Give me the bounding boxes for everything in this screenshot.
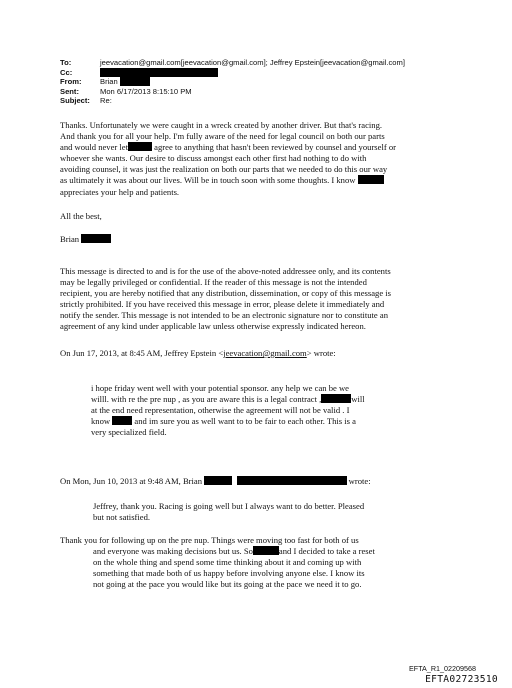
- text-fragment: and im sure you as well want to to be fair to each other. This is a: [134, 416, 356, 427]
- disclaimer: [60, 266, 391, 333]
- sent-value: Mon 6/17/2013 8:15:10 PM: [100, 86, 192, 96]
- text-line: i hope friday went well with your potential sponsor. any help we can be we: [91, 383, 349, 393]
- text-fragment: On Mon, Jun 10, 2013 at 9:48 AM, Brian: [60, 476, 203, 486]
- text-line: but not satisfied.: [93, 512, 151, 523]
- text-line: Thanks. Unfortunately we were caught in a wreck created by another driver. But that's racing.: [60, 120, 383, 130]
- redaction-box: [237, 476, 347, 485]
- redaction-box: [128, 142, 152, 151]
- text-fragment: will: [351, 394, 365, 405]
- text-line: [60, 175, 396, 186]
- redaction-box: [120, 77, 150, 86]
- quoted-message: [93, 546, 375, 590]
- text-fragment: > wrote:: [306, 348, 336, 358]
- text-line: [93, 546, 375, 557]
- text-line: recipient, you are hereby notified that any distribution, dissemination, or copy of this message is: [60, 288, 392, 299]
- text-line: not going at the pace you would like but its going at the pace we need it to go.: [93, 579, 362, 590]
- text-line: notify the sender. This message is not intended to be an electronic signature nor to constitute an: [60, 310, 388, 321]
- text-line: [91, 394, 365, 405]
- quoted-message: [93, 501, 364, 523]
- redaction-box: [358, 175, 384, 184]
- signature-name: Brian: [60, 234, 80, 244]
- signoff: All the best,: [60, 211, 102, 221]
- signature: [60, 234, 111, 245]
- reply-paragraph: [60, 120, 396, 198]
- quoted-message: [91, 383, 365, 438]
- text-line: And thank you for all your help. I'm fully aware of the need for legal council on both our parts: [60, 131, 385, 142]
- to-value: jeevacation@gmail.com[jeevacation@gmail.com]; Jeffrey Epstein[jeevacation@gmail.com]: [100, 58, 405, 67]
- text-line: may be legally privileged or confidential. If the reader of this message is not the intended: [60, 277, 367, 288]
- subject-value: Re:: [100, 96, 112, 106]
- text-fragment: as ultimately it was about our lives. Will be in touch soon with some thoughts. I know: [60, 175, 356, 186]
- quote-header: [60, 476, 371, 487]
- email-header: [60, 58, 405, 106]
- quoted-message-first-line: Thank you for following up on the pre nup. Things were moving too fast for both of us: [60, 535, 359, 545]
- text-line: whoever she wants. Our desire to discuss amongst each other first had nothing to do with: [60, 153, 367, 164]
- text-fragment: know: [91, 416, 111, 427]
- redaction-box: [112, 416, 132, 425]
- redaction-box: [100, 68, 218, 77]
- text-line: on the whole thing and spend some time thinking about it and coming up with: [93, 557, 362, 568]
- text-line: appreciates your help and patients.: [60, 186, 180, 197]
- text-fragment: wrote:: [348, 476, 371, 486]
- redaction-box: [253, 546, 279, 555]
- bates-number: EFTA02723510: [425, 674, 498, 685]
- text-fragment: willl. with re the pre nup , as you are aware this is a legal contract ,: [91, 394, 322, 405]
- redaction-box: [204, 476, 232, 485]
- text-line: strictly prohibited. If you have received this message in error, please delete it immediately and: [60, 299, 385, 310]
- email-link[interactable]: jeevacation@gmail.com: [223, 348, 307, 358]
- text-line: something that made both of us happy before involving anyone else. I know its: [93, 568, 365, 579]
- subject-label: Subject:: [60, 96, 90, 106]
- quote-header: [60, 348, 336, 359]
- text-line: Jeffrey, thank you. Racing is going well but I always want to do better. Pleased: [93, 501, 365, 511]
- text-fragment: and everyone was making decisions but us. So: [93, 546, 253, 556]
- subject-row: [60, 96, 405, 106]
- from-label: From:: [60, 77, 82, 87]
- text-line: This message is directed to and is for the use of the above-noted addressee only, and its contents: [60, 266, 391, 276]
- text-line: [60, 142, 396, 153]
- text-fragment: agree to anything that hasn't been reviewed by counsel and yourself or: [154, 142, 397, 153]
- from-row: [60, 77, 405, 87]
- redaction-box: [321, 394, 351, 403]
- to-label: To:: [60, 58, 72, 67]
- cc-label: Cc:: [60, 67, 73, 77]
- cc-row: [60, 68, 405, 78]
- redaction-box: [81, 234, 111, 243]
- sent-label: Sent:: [60, 86, 79, 96]
- text-line: avoiding counsel, it was just the realization on both our parts that we needed to do this our way: [60, 164, 388, 175]
- text-fragment: On Jun 17, 2013, at 8:45 AM, Jeffrey Epstein <: [60, 348, 224, 358]
- text-line: at the end need representation, otherwise the agreement will not be valid . I: [91, 405, 350, 416]
- text-line: agreement of any kind under applicable law unless otherwise expressly indicated hereon.: [60, 321, 366, 332]
- to-row: [60, 58, 405, 68]
- document-reference: EFTA_R1_02209568: [409, 664, 476, 673]
- text-fragment: and would never let: [60, 142, 129, 153]
- text-line: very specialized field.: [91, 427, 167, 438]
- text-fragment: and I decided to take a reset: [278, 546, 375, 556]
- sent-row: [60, 87, 405, 97]
- from-value: Brian: [100, 77, 118, 87]
- text-line: [91, 416, 365, 427]
